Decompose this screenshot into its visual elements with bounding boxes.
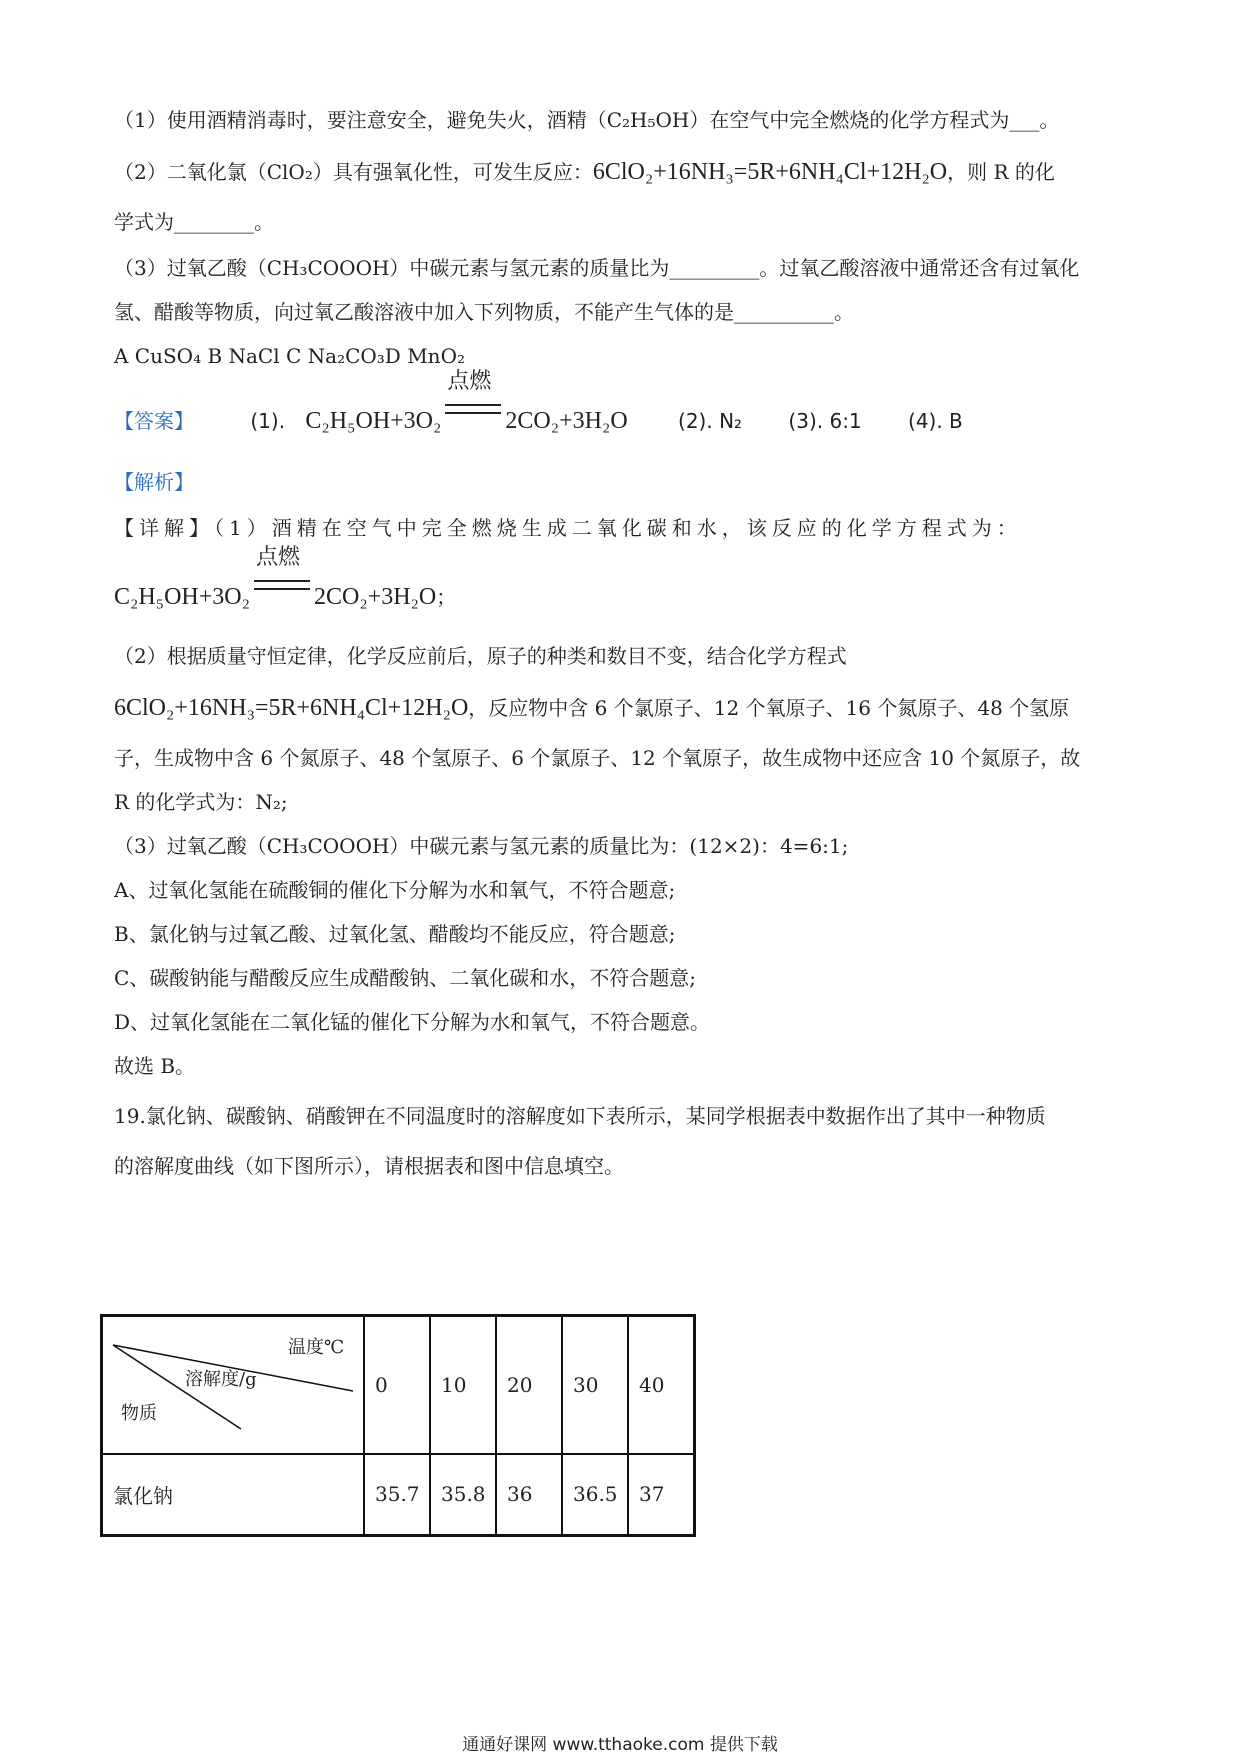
q2-text-end: ，则 R 的化 <box>947 160 1055 184</box>
conclusion: 故选 B。 <box>114 1054 196 1078</box>
detail-2-text: ，反应物中含 6 个氯原子、12 个氧原子、16 个氮原子、48 个氢原 <box>468 696 1070 720</box>
question-19-line-2: 的溶解度曲线（如下图所示），请根据表和图中信息填空。 <box>114 1154 624 1178</box>
detail-reaction-arrow <box>254 545 310 604</box>
header-temperature: 温度℃ <box>288 1337 345 1358</box>
solubility-value: 35.8 <box>430 1454 496 1536</box>
substance-name: 氯化钠 <box>102 1454 365 1536</box>
analysis-label: 【解析】 <box>114 470 194 494</box>
detail-option-c: C、碳酸钠能与醋酸反应生成醋酸钠、二氧化碳和水，不符合题意; <box>114 966 697 990</box>
answer-line <box>114 369 963 435</box>
header-solubility: 溶解度/g <box>185 1369 257 1390</box>
temp-cell: 30 <box>562 1316 628 1454</box>
detail-equation-line <box>114 545 457 611</box>
temp-cell: 20 <box>496 1316 562 1454</box>
header-substance: 物质 <box>121 1403 157 1424</box>
detail-eq-end: ； <box>436 585 457 609</box>
detail-line-2: （2）根据质量守恒定律，化学反应前后，原子的种类和数目不变，结合化学方程式 <box>114 644 847 668</box>
solubility-value: 35.7 <box>364 1454 430 1536</box>
question-part-1: （1）使用酒精消毒时，要注意安全，避免失火，酒精（C₂H₅OH）在空气中完全燃烧的化学方程式为___。 <box>114 108 1060 132</box>
table-header-row <box>102 1316 695 1454</box>
detail-reaction-condition: 点燃 <box>255 545 300 570</box>
answer-1-right: 2CO₂+3H₂O <box>505 408 628 434</box>
answer-3: (3). 6:1 <box>788 409 862 433</box>
q2-equation: 6ClO₂+16NH₃=5R+6NH₄Cl+12H₂O <box>592 159 948 185</box>
question-part-2 <box>114 158 1055 186</box>
table-corner-cell <box>102 1316 365 1454</box>
answer-label: 【答案】 <box>114 409 194 433</box>
detail-line-2-equation <box>114 694 1069 722</box>
solubility-value: 36 <box>496 1454 562 1536</box>
detail-option-b: B、氯化钠与过氧乙酸、过氧化氢、醋酸均不能反应，符合题意; <box>114 922 676 946</box>
answer-1-left: C₂H₅OH+3O₂ <box>305 408 442 434</box>
reaction-condition: 点燃 <box>447 369 492 394</box>
detail-option-d: D、过氧化氢能在二氧化锰的催化下分解为水和氧气，不符合题意。 <box>114 1010 711 1034</box>
detail-line-2-end: R 的化学式为：N₂; <box>114 790 288 814</box>
temp-cell: 0 <box>364 1316 430 1454</box>
solubility-value: 36.5 <box>562 1454 628 1536</box>
answer-2: (2). N₂ <box>678 409 743 433</box>
detail-line-2-cont: 子，生成物中含 6 个氮原子、48 个氢原子、6 个氯原子、12 个氧原子，故生成物中还应含 10 个氮原子，故 <box>114 746 1081 770</box>
detail-eq-right: 2CO₂+3H₂O <box>313 584 437 610</box>
temp-cell: 40 <box>628 1316 695 1454</box>
detail-double-bar <box>254 580 310 590</box>
answer-4: (4). B <box>908 409 963 433</box>
question-19-line-1: 19.氯化钠、碳酸钠、硝酸钾在不同温度时的溶解度如下表所示，某同学根据表中数据作出了其中一种物质 <box>114 1104 1046 1128</box>
answer-1-number: (1). <box>250 409 286 433</box>
detail-line-3: （3）过氧乙酸（CH₃COOOH）中碳元素与氢元素的质量比为：(12×2)：4=6:1; <box>114 834 849 858</box>
temp-cell: 10 <box>430 1316 496 1454</box>
solubility-table <box>100 1314 696 1537</box>
footer-watermark: 通通好课网 www.tthaoke.com 提供下载 <box>462 1735 778 1755</box>
q2-text: （2）二氧化氯（ClO₂）具有强氧化性，可发生反应： <box>114 160 593 184</box>
solubility-value: 37 <box>628 1454 695 1536</box>
double-bar <box>445 404 501 414</box>
question-part-3-cont: 氢、醋酸等物质，向过氧乙酸溶液中加入下列物质，不能产生气体的是__________。 <box>114 300 854 324</box>
question-part-3: （3）过氧乙酸（CH₃COOOH）中碳元素与氢元素的质量比为_________。过氧乙酸溶液中通常还含有过氧化 <box>114 256 1080 280</box>
detail-2-equation: 6ClO₂+16NH₃=5R+6NH₄Cl+12H₂O <box>114 695 469 721</box>
detail-option-a: A、过氧化氢能在硫酸铜的催化下分解为水和氧气，不符合题意; <box>114 878 676 902</box>
answer-options: A CuSO₄ B NaCl C Na₂CO₃D MnO₂ <box>114 344 465 368</box>
detail-line-1: 【详解】（1）酒精在空气中完全燃烧生成二氧化碳和水，该反应的化学方程式为： <box>114 516 1022 540</box>
table-row <box>102 1454 695 1536</box>
reaction-arrow <box>445 369 501 428</box>
detail-eq-left: C₂H₅OH+3O₂ <box>114 584 250 610</box>
question-part-2-cont: 学式为________。 <box>114 210 274 234</box>
